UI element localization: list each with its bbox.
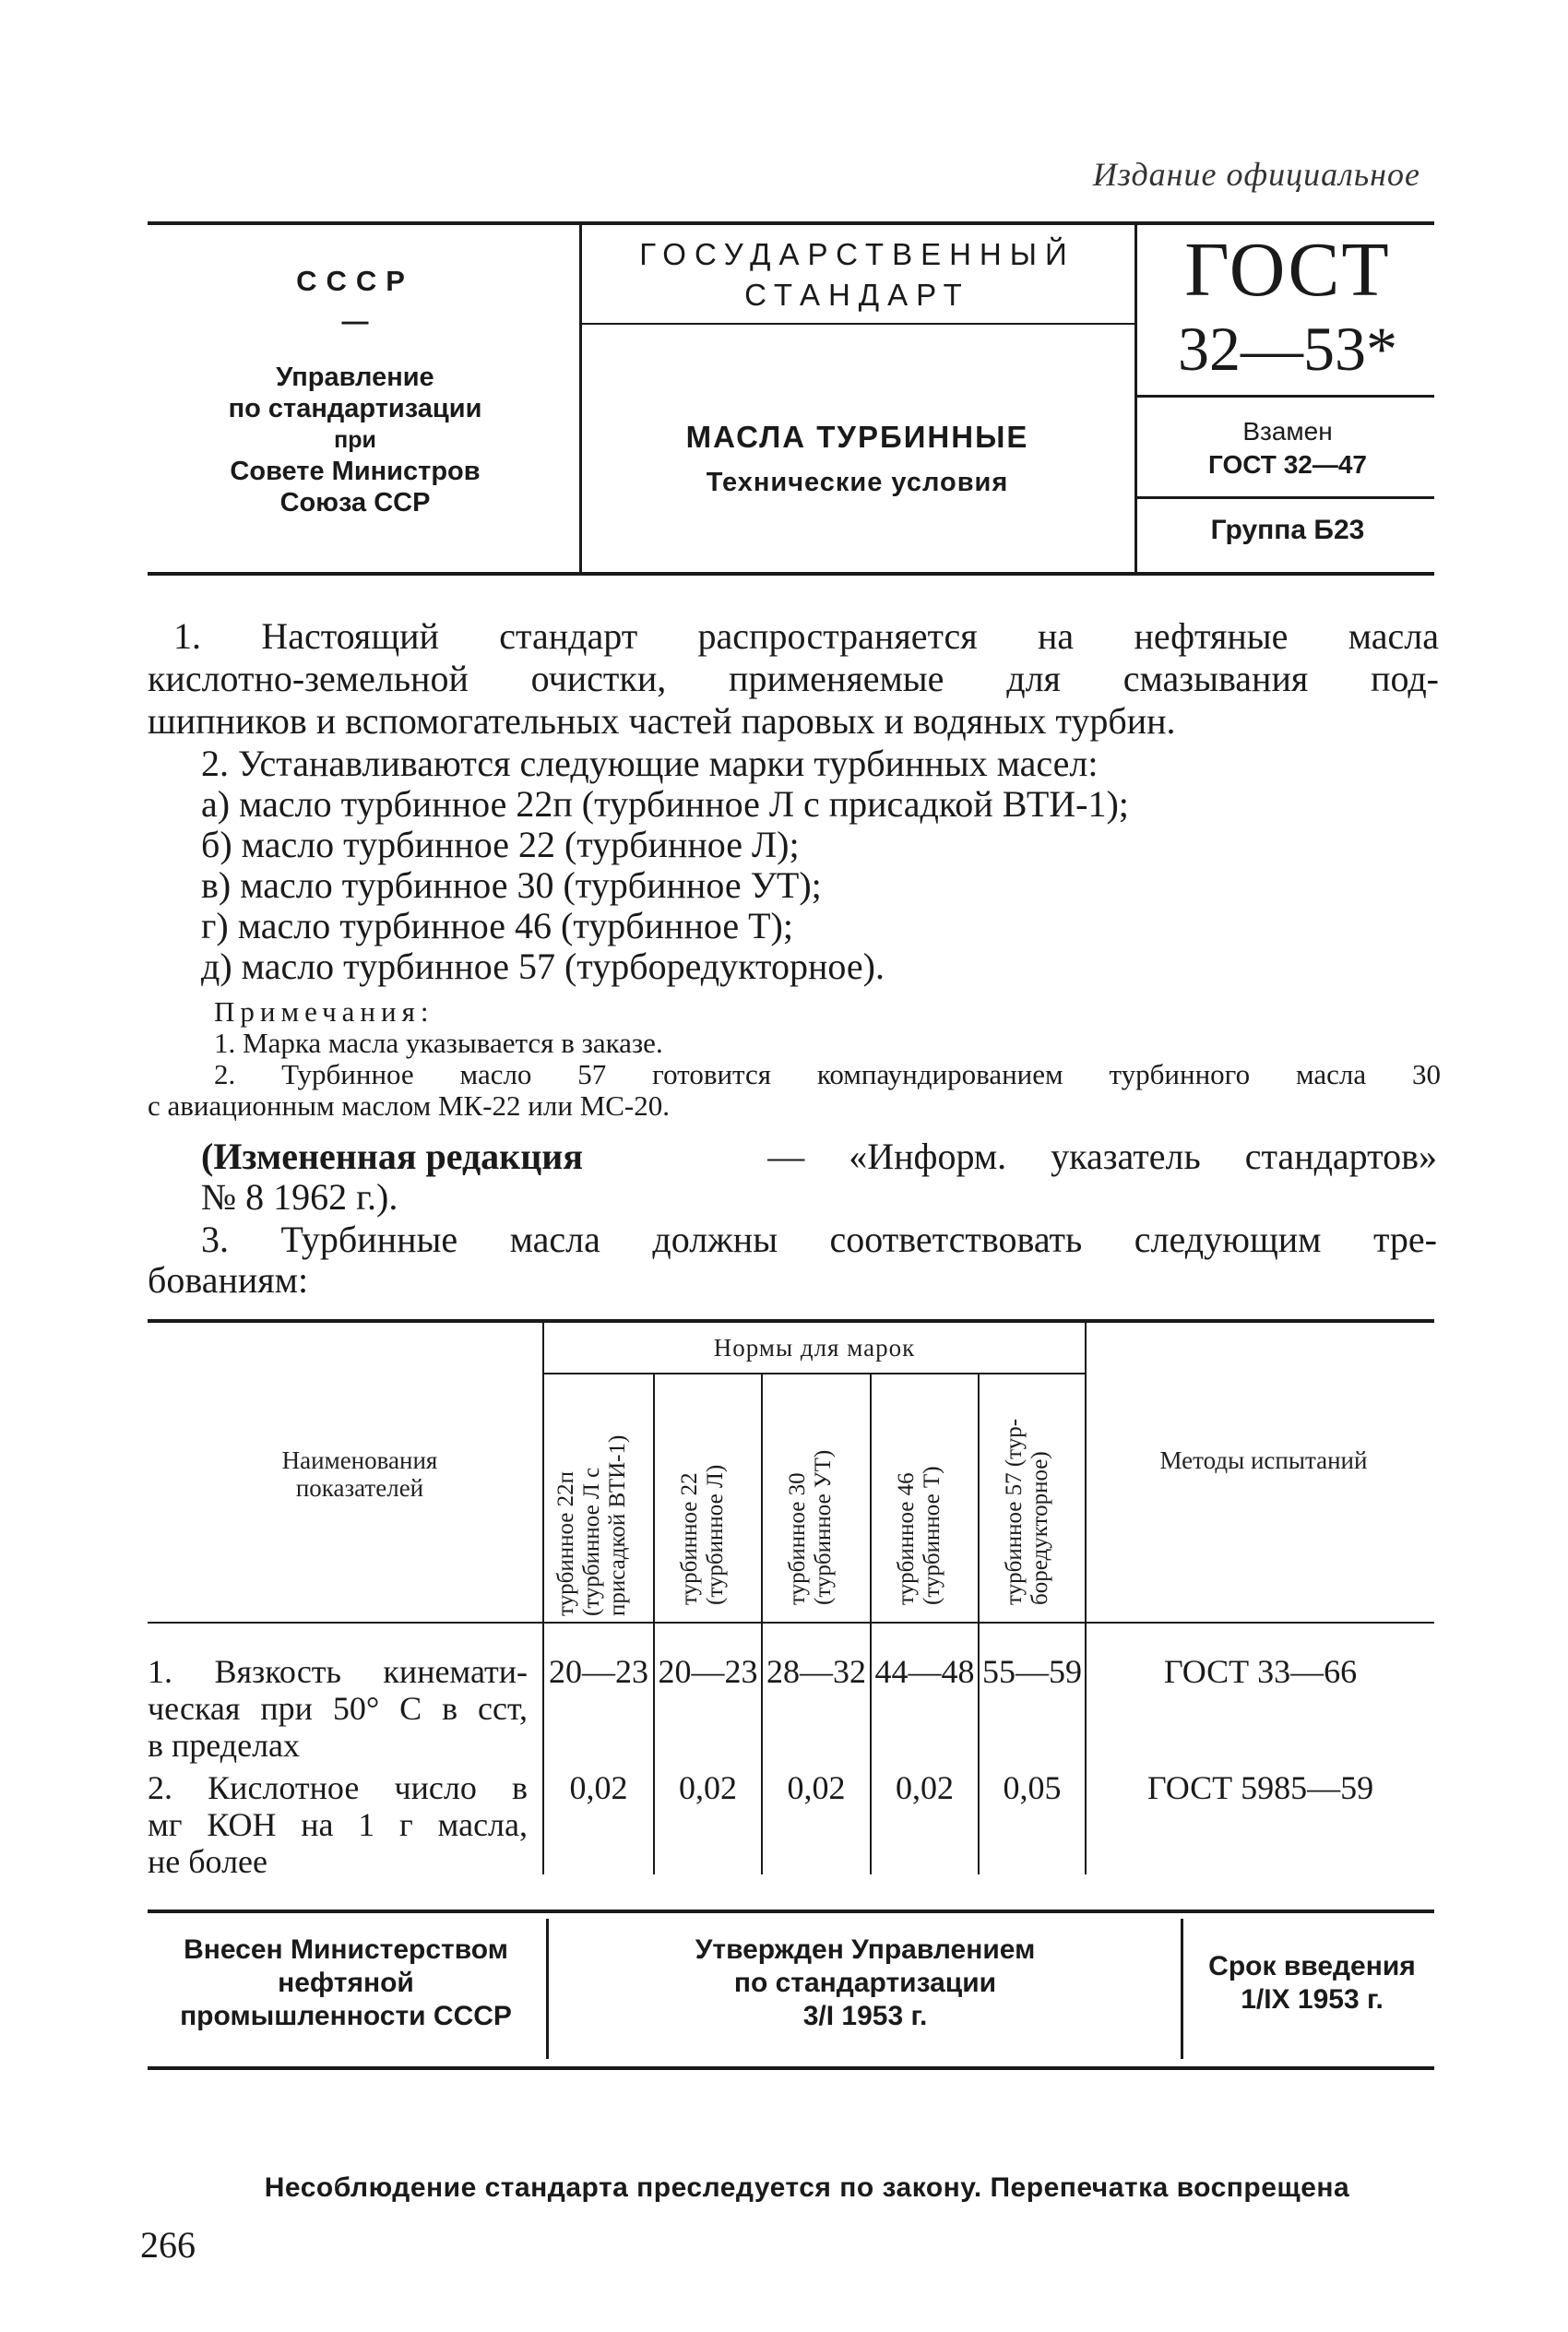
brand-header-line: (турбинное Л с [579, 1467, 604, 1616]
footer-bottom-rule [148, 2066, 1434, 2070]
issuer-block [148, 266, 563, 518]
brand-header-line: (турбинное УТ) [811, 1449, 836, 1605]
paragraph-1-line: 1. Настоящий стандарт распространяется на нефтяные масла [173, 615, 1439, 657]
table-method: ГОСТ 33—66 [1163, 1653, 1358, 1690]
header-right-hrule-2 [1137, 496, 1434, 499]
replaces-label: Взамен [1242, 417, 1333, 446]
brand-header-line: турбинное 22 [677, 1472, 702, 1605]
header-top-rule [148, 221, 1434, 225]
brand-item: а) масло турбинное 22п (турбинное Л с присадкой ВТИ-1); [201, 783, 1129, 825]
brand-header [1002, 1371, 1063, 1605]
row-name-line: 2. Кислотное число в [148, 1769, 528, 1806]
country-dash: — [341, 307, 369, 337]
header-divider-left [579, 221, 582, 572]
change-note-bold: (Измененная редакция [201, 1136, 583, 1177]
table-cell: 20—23 [658, 1653, 758, 1690]
effective-date [1190, 1950, 1434, 2017]
notes-title: Примечания: [214, 995, 434, 1028]
replaces-value: ГОСТ 32—47 [1208, 450, 1367, 479]
brand-header-line: боредукторное) [1028, 1451, 1052, 1605]
row-name-line: 1. Вязкость кинемати- [148, 1653, 528, 1690]
change-note [201, 1136, 1437, 1177]
brand-header-line: турбинное 22п [553, 1471, 578, 1616]
footer-line: 3/I 1953 г. [802, 2001, 928, 2031]
brand-item: д) масло турбинное 57 (турборедукторное). [201, 946, 885, 987]
paragraph-2: 2. Устанавливаются следующие марки турбинных масел: [201, 743, 1099, 784]
brand-header-line: присадкой ВТИ-1) [605, 1434, 630, 1616]
brand-item: б) масло турбинное 22 (турбинное Л); [201, 824, 800, 865]
footer-line: Утвержден Управлением [695, 1934, 1036, 1965]
table-cell: 28—32 [766, 1653, 866, 1690]
table-cell: 0,02 [896, 1769, 954, 1806]
brand-header [785, 1371, 846, 1605]
table-cell: 44—48 [874, 1653, 975, 1690]
brand-header-line: турбинное 30 [785, 1472, 810, 1605]
row-name-line: не более [148, 1843, 268, 1880]
col-header-norms: Нормы для марок [713, 1334, 916, 1362]
submitted-by [148, 1933, 544, 2033]
gost-label: ГОСТ [1184, 227, 1391, 313]
table-cell: 0,02 [569, 1769, 628, 1806]
standard-kind: ГОСУДАРСТВЕННЫЙ СТАНДАРТ [639, 237, 1075, 312]
header-right-hrule-1 [1137, 395, 1434, 398]
org-line: при [334, 427, 376, 453]
edition-label: Издание официальное [1092, 156, 1420, 193]
footer-line: промышленности СССР [180, 2001, 512, 2031]
row-name-line: в пределах [148, 1727, 301, 1764]
brand-item: г) масло турбинное 46 (турбинное Т); [201, 905, 793, 946]
copyright-warning: Несоблюдение стандарта преследуется по закону. Перепечатка воспрещена [264, 2172, 1350, 2203]
col-header-methods: Методы испытаний [1159, 1446, 1368, 1474]
brand-item: в) масло турбинное 30 (турбинное УТ); [201, 864, 822, 906]
note-item: 2. Турбинное масло 57 готовится компаундированием турбинного масла 30 [214, 1058, 1441, 1090]
paragraph-1-line: кислотно-земельной очистки, применяемые для смазывания под- [148, 658, 1439, 699]
footer-line: Внесен Министерством [184, 1934, 508, 1965]
row-name-line: ческая при 50° С в сст, [148, 1690, 528, 1727]
standard-subtitle: Технические условия [706, 468, 1009, 497]
footer-vline [546, 1919, 549, 2059]
col-header-name: Наименования показателей [281, 1446, 438, 1502]
change-note-line2: № 8 1962 г.). [201, 1176, 398, 1218]
country-label: СССР [296, 265, 414, 297]
note-item: 1. Марка масла указывается в заказе. [214, 1027, 663, 1059]
org-line: по стандартизации [228, 394, 482, 423]
table-cell: 20—23 [549, 1653, 648, 1690]
change-note-rest: — «Информ. указатель стандартов» [767, 1136, 1437, 1177]
brand-header [677, 1371, 738, 1605]
brand-header [553, 1362, 642, 1616]
table-top-rule [148, 1319, 1434, 1323]
brand-header-line: турбинное 57 (тур- [1002, 1418, 1027, 1605]
table-header-rule [148, 1622, 1434, 1624]
footer-line: Срок введения [1208, 1951, 1416, 1981]
brand-header-line: (турбинное Л) [703, 1464, 728, 1605]
org-line: Совете Министров [230, 457, 481, 486]
paragraph-3-line: бованиям: [148, 1259, 309, 1301]
note-item: с авиационным маслом МК-22 или МС-20. [148, 1089, 671, 1122]
brand-header [894, 1371, 955, 1605]
group-label: Группа Б23 [1210, 515, 1365, 545]
brand-header-line: (турбинное Т) [920, 1466, 944, 1605]
header-mid-hrule [582, 323, 1134, 325]
paragraph-3-line: 3. Турбинные масла должны соответствовать следующим тре- [201, 1219, 1437, 1260]
gost-number: 32—53* [1178, 314, 1397, 384]
standard-title: МАСЛА ТУРБИННЫЕ [685, 420, 1029, 454]
paragraph-1-line: шипников и вспомогательных частей паровых и водяных турбин. [148, 700, 1176, 742]
footer-vline [1181, 1919, 1183, 2059]
org-line: Управление [276, 363, 434, 392]
footer-line: нефтяной [278, 1968, 414, 1998]
table-cell: 0,05 [1003, 1769, 1062, 1806]
page-number: 266 [140, 2224, 196, 2266]
table-method: ГОСТ 5985—59 [1146, 1769, 1374, 1806]
table-cell: 0,02 [787, 1769, 846, 1806]
table-cell: 0,02 [679, 1769, 737, 1806]
footer-line: 1/IX 1953 г. [1241, 1984, 1384, 2015]
footer-top-rule [148, 1910, 1434, 1913]
approved-by [553, 1933, 1177, 2033]
row-name-line: мг КОН на 1 г масла, [148, 1806, 528, 1843]
replaces-block [1141, 415, 1434, 482]
table-cell: 55—59 [982, 1653, 1082, 1690]
brand-header-line: турбинное 46 [894, 1472, 919, 1605]
footer-line: по стандартизации [733, 1968, 997, 1998]
header-bottom-rule [148, 572, 1434, 576]
org-line: Союза ССР [279, 488, 431, 518]
